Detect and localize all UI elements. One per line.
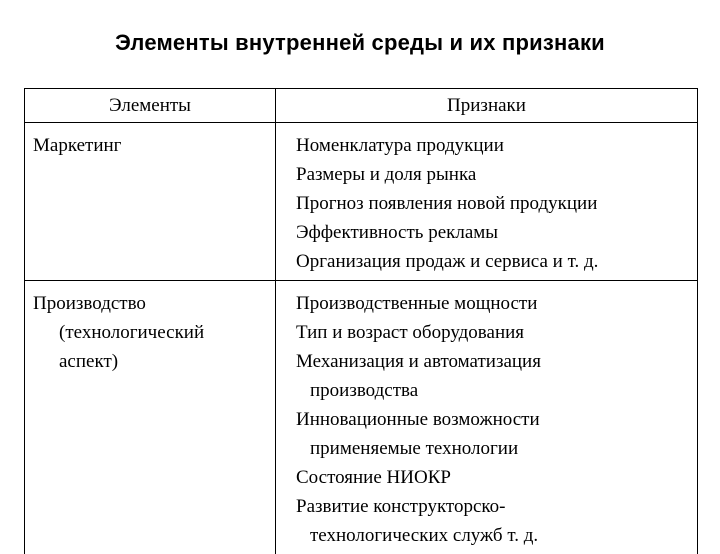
- table-header-row: [25, 89, 698, 123]
- feature-line: технологических служб т. д.: [296, 521, 691, 550]
- row-production-element: [25, 281, 276, 554]
- feature-line: применяемые технологии: [296, 434, 691, 463]
- table-row: [25, 281, 698, 554]
- feature-line: Производственные мощности: [296, 289, 691, 318]
- feature-line: Механизация и автоматизация: [296, 347, 691, 376]
- row-production-features: [276, 281, 698, 554]
- header-elements: Элементы: [25, 89, 276, 123]
- header-features: Признаки: [276, 89, 698, 123]
- feature-line: Тип и возраст оборудования: [296, 318, 691, 347]
- element-line: (технологический: [33, 318, 267, 347]
- elements-table: [24, 88, 698, 554]
- feature-line: Состояние НИОКР: [296, 463, 691, 492]
- element-line: аспект): [33, 347, 267, 376]
- element-line: Производство: [33, 289, 267, 318]
- element-line: Маркетинг: [33, 131, 267, 160]
- feature-line: Развитие конструкторско-: [296, 492, 691, 521]
- feature-line: Номенклатура продукции: [296, 131, 691, 160]
- feature-line: Эффективность рекламы: [296, 218, 691, 247]
- row-marketing-element: [25, 123, 276, 281]
- feature-line: производства: [296, 376, 691, 405]
- table-row: [25, 123, 698, 281]
- feature-line: Прогноз появления новой продукции: [296, 189, 691, 218]
- feature-line: Организация продаж и сервиса и т. д.: [296, 247, 691, 276]
- page-title: Элементы внутренней среды и их признаки: [0, 30, 720, 56]
- feature-line: Инновационные возможности: [296, 405, 691, 434]
- row-marketing-features: [276, 123, 698, 281]
- feature-line: Размеры и доля рынка: [296, 160, 691, 189]
